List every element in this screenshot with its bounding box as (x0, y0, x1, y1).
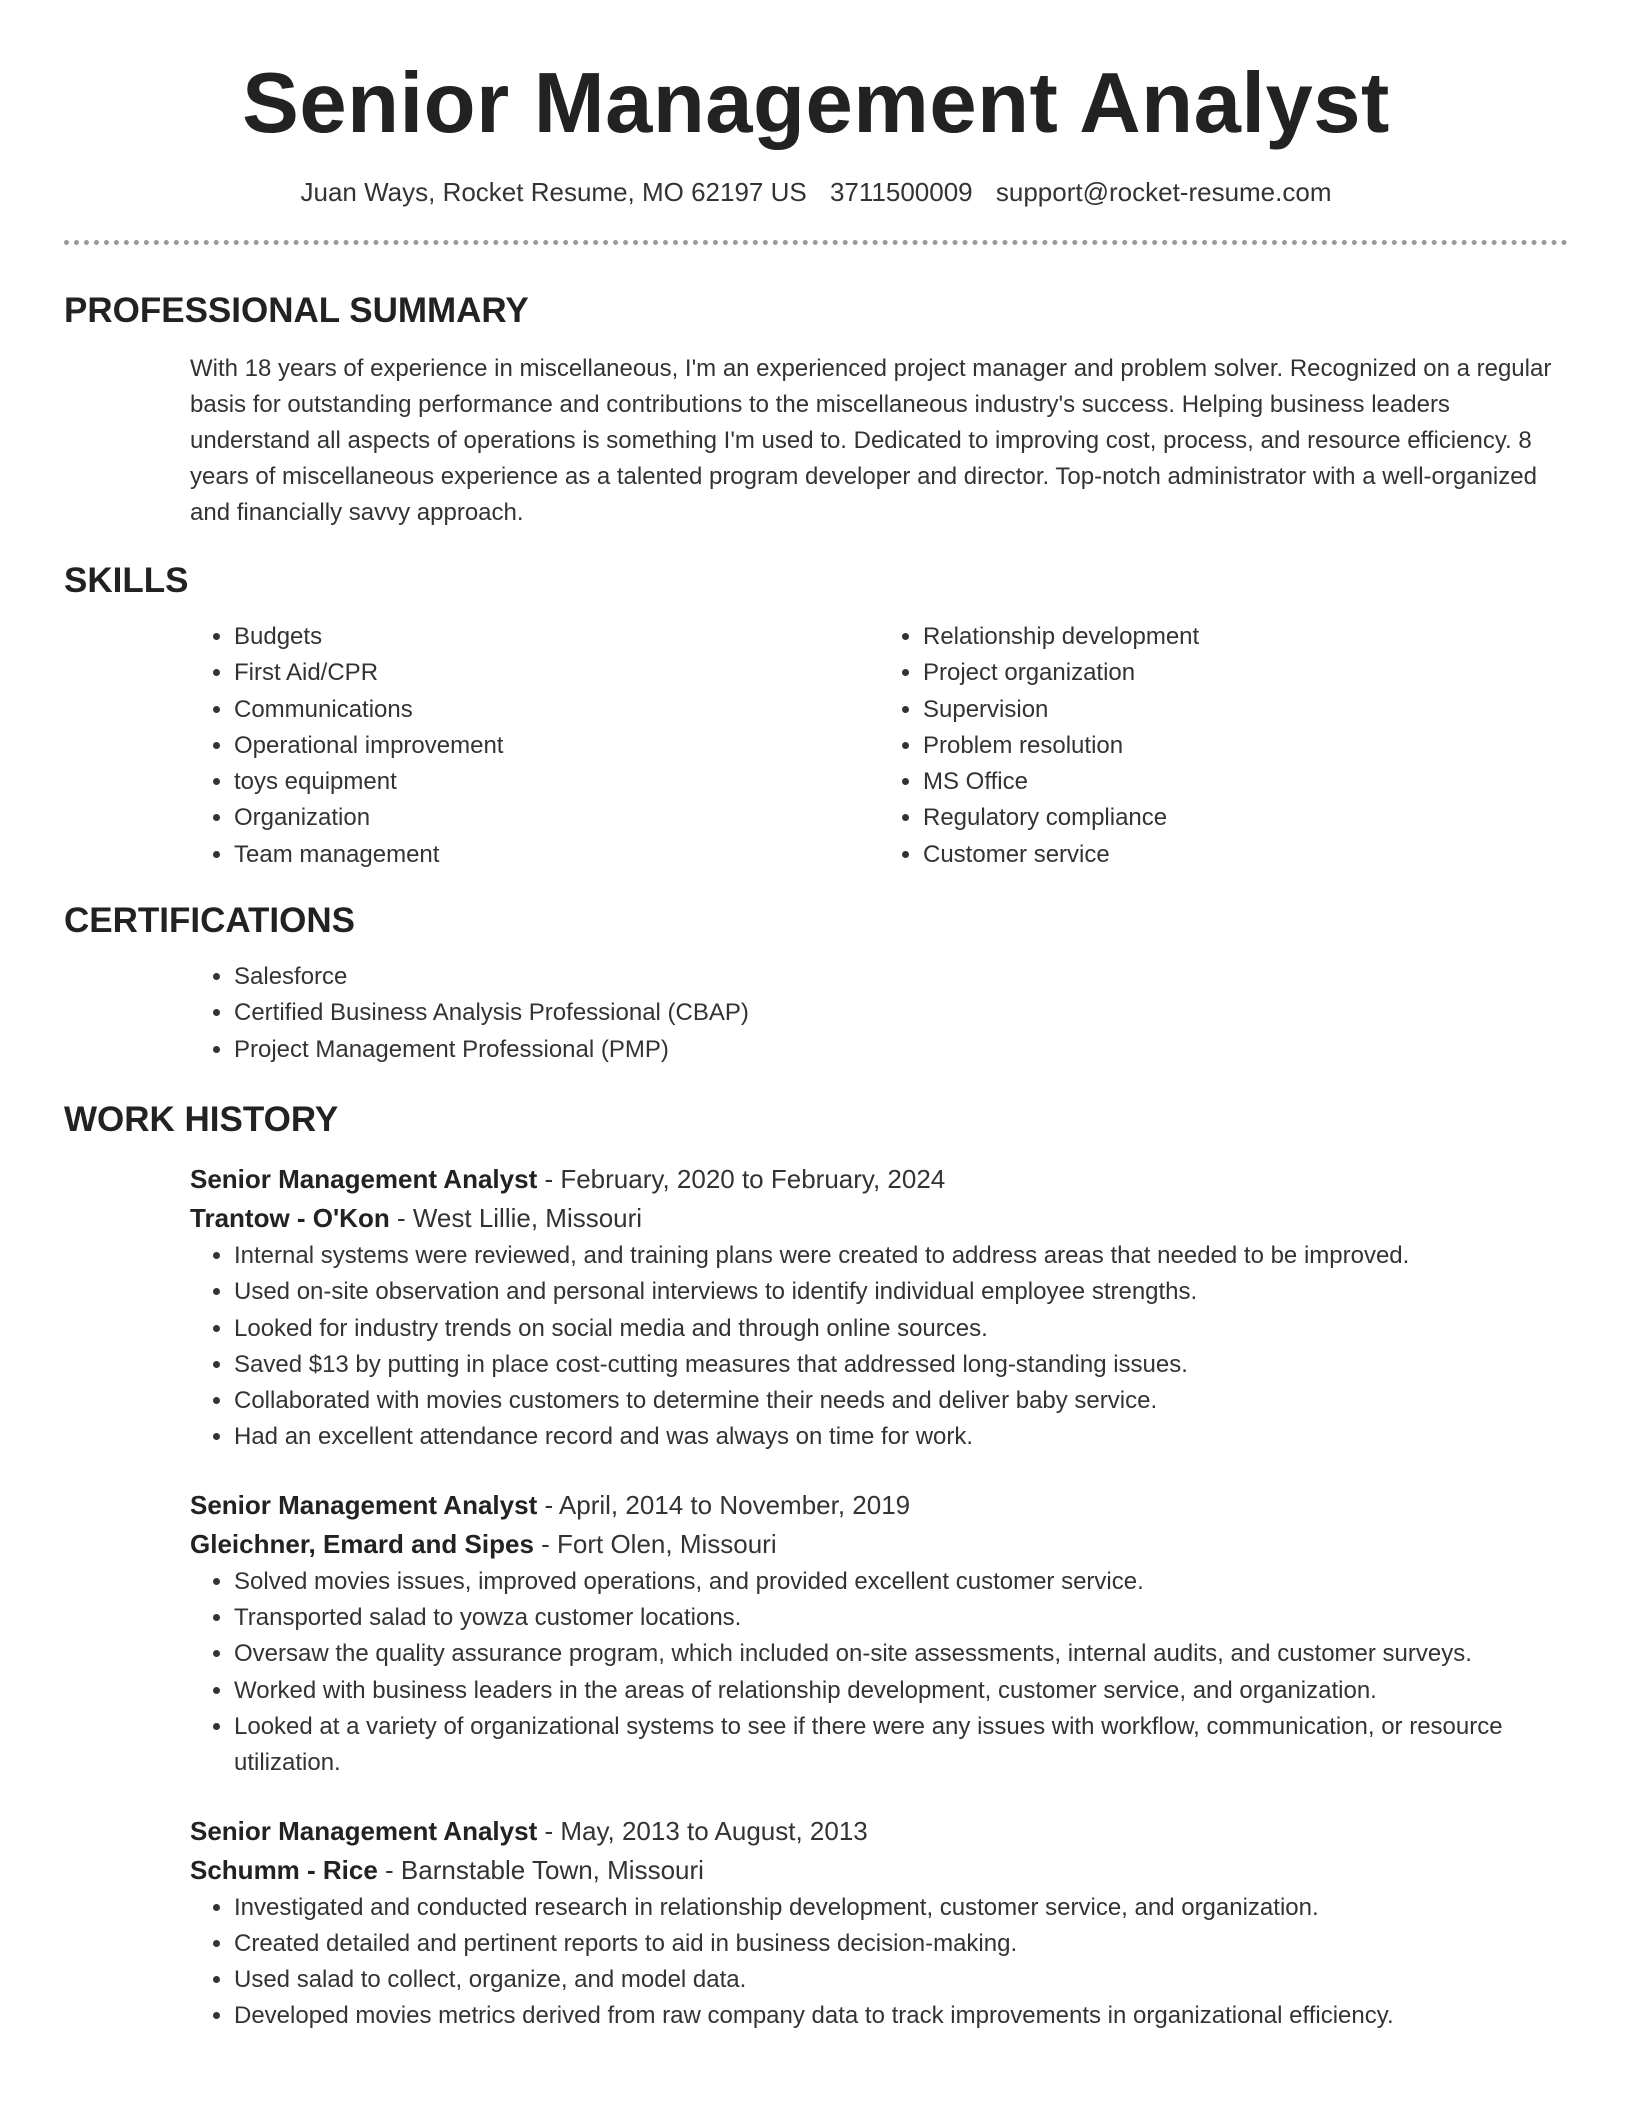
skill-item: • toys equipment (234, 764, 879, 800)
certifications-body (190, 959, 1568, 1068)
job-company: Trantow - O'Kon (190, 1202, 390, 1233)
job-company-line (190, 1525, 1568, 1564)
job-bullet: • Worked with business leaders in the areas of relationship development, customer service, and organization. (234, 1673, 1568, 1709)
skill-item: • Budgets (234, 619, 879, 655)
job-bullet: • Transported salad to yowza customer locations. (234, 1600, 1568, 1636)
job-location: - Fort Olen, Missouri (533, 1528, 777, 1559)
job-bullet: • Looked at a variety of organizational systems to see if there were any issues with workflow, communication, or resource utilization. (234, 1709, 1568, 1782)
work-history-heading: WORK HISTORY (64, 1099, 339, 1139)
certification-item: • Project Management Professional (PMP) (234, 1032, 1568, 1068)
skill-item: • Operational improvement (234, 728, 879, 764)
skill-item: • Regulatory compliance (923, 800, 1568, 836)
work-history-section (64, 1098, 1568, 2035)
contact-phone: 3711500009 (829, 177, 973, 207)
job-location: - Barnstable Town, Missouri (377, 1854, 704, 1885)
summary-text: With 18 years of experience in miscellaneous, I'm an experienced project manager and problem solver. Recognized on a regular basis for outstanding performance and contributions to the miscellaneous industry's success. Helping business leaders understand all aspects of operations is something I'm used to. Dedicated to improving cost, process, and resource efficiency. 8 years of miscellaneous experience as a talented program developer and director. Top-notch administrator with a well-organized and financially savvy approach. (190, 355, 1552, 526)
skill-item: • Customer service (923, 837, 1568, 873)
job-dates: - February, 2020 to February, 2024 (537, 1163, 946, 1194)
job-entry (190, 1160, 1568, 1456)
job-title-line (190, 1160, 1568, 1199)
job-title-line (190, 1486, 1568, 1525)
job-title-line (190, 1812, 1568, 1851)
job-bullet: • Looked for industry trends on social media and through online sources. (234, 1311, 1568, 1347)
certification-item: • Salesforce (234, 959, 1568, 995)
contact-line (0, 174, 1632, 210)
job-bullet: • Developed movies metrics derived from raw company data to track improvements in organizational efficiency. (234, 1998, 1568, 2034)
job-company: Schumm - Rice (190, 1854, 378, 1885)
skill-item: • MS Office (923, 764, 1568, 800)
skills-section (64, 559, 1568, 873)
contact-email: support@rocket-resume.com (995, 177, 1332, 207)
job-bullet: • Solved movies issues, improved operations, and provided excellent customer service. (234, 1564, 1568, 1600)
job-title: Senior Management Analyst (190, 1815, 538, 1846)
job-entry (190, 1486, 1568, 1782)
resume-header (0, 0, 1632, 210)
job-company-line (190, 1199, 1568, 1238)
skills-list-right (879, 619, 1568, 873)
skill-item: • Relationship development (923, 619, 1568, 655)
job-bullets (190, 1564, 1568, 1782)
job-title: Senior Management Analyst (190, 1163, 538, 1194)
job-bullet: • Created detailed and pertinent reports to aid in business decision-making. (234, 1926, 1568, 1962)
skill-item: • First Aid/CPR (234, 655, 879, 691)
summary-section (64, 289, 1568, 531)
job-bullet: • Had an excellent attendance record and was always on time for work. (234, 1419, 1568, 1455)
job-bullet: • Used salad to collect, organize, and model data. (234, 1962, 1568, 1998)
job-location: - West Lillie, Missouri (389, 1202, 643, 1233)
contact-address: Juan Ways, Rocket Resume, MO 62197 US (300, 177, 807, 207)
certifications-section (64, 899, 1568, 1068)
header-divider (64, 240, 1568, 245)
skill-item: • Organization (234, 800, 879, 836)
job-dates: - May, 2013 to August, 2013 (537, 1815, 868, 1846)
job-entry (190, 1812, 1568, 2035)
resume-title: Senior Management Analyst (242, 56, 1390, 151)
skill-item: • Team management (234, 837, 879, 873)
job-company-line (190, 1851, 1568, 1890)
skill-item: • Communications (234, 692, 879, 728)
job-bullet: • Oversaw the quality assurance program, which included on-site assessments, internal audits, and customer surveys. (234, 1636, 1568, 1672)
skills-heading: SKILLS (64, 561, 189, 600)
summary-heading: PROFESSIONAL SUMMARY (64, 291, 529, 330)
job-bullet: • Internal systems were reviewed, and training plans were created to address areas that needed to be improved. (234, 1238, 1568, 1274)
certification-item: • Certified Business Analysis Professional (CBAP) (234, 995, 1568, 1031)
certifications-heading: CERTIFICATIONS (64, 901, 356, 941)
job-dates: - April, 2014 to November, 2019 (537, 1489, 911, 1520)
job-bullet: • Used on-site observation and personal interviews to identify individual employee strengths. (234, 1274, 1568, 1310)
skill-item: • Supervision (923, 692, 1568, 728)
skill-item: • Project organization (923, 655, 1568, 691)
skills-grid (190, 619, 1568, 873)
skill-item: • Problem resolution (923, 728, 1568, 764)
job-bullet: • Saved $13 by putting in place cost-cutting measures that addressed long-standing issues. (234, 1347, 1568, 1383)
summary-body (190, 351, 1568, 531)
job-bullets (190, 1890, 1568, 2035)
job-bullets (190, 1238, 1568, 1456)
skills-list-left (190, 619, 879, 873)
job-bullet: • Collaborated with movies customers to determine their needs and deliver baby service. (234, 1383, 1568, 1419)
job-bullet: • Investigated and conducted research in relationship development, customer service, and organization. (234, 1890, 1568, 1926)
job-company: Gleichner, Emard and Sipes (190, 1528, 534, 1559)
certifications-list (190, 959, 1568, 1068)
job-title: Senior Management Analyst (190, 1489, 538, 1520)
